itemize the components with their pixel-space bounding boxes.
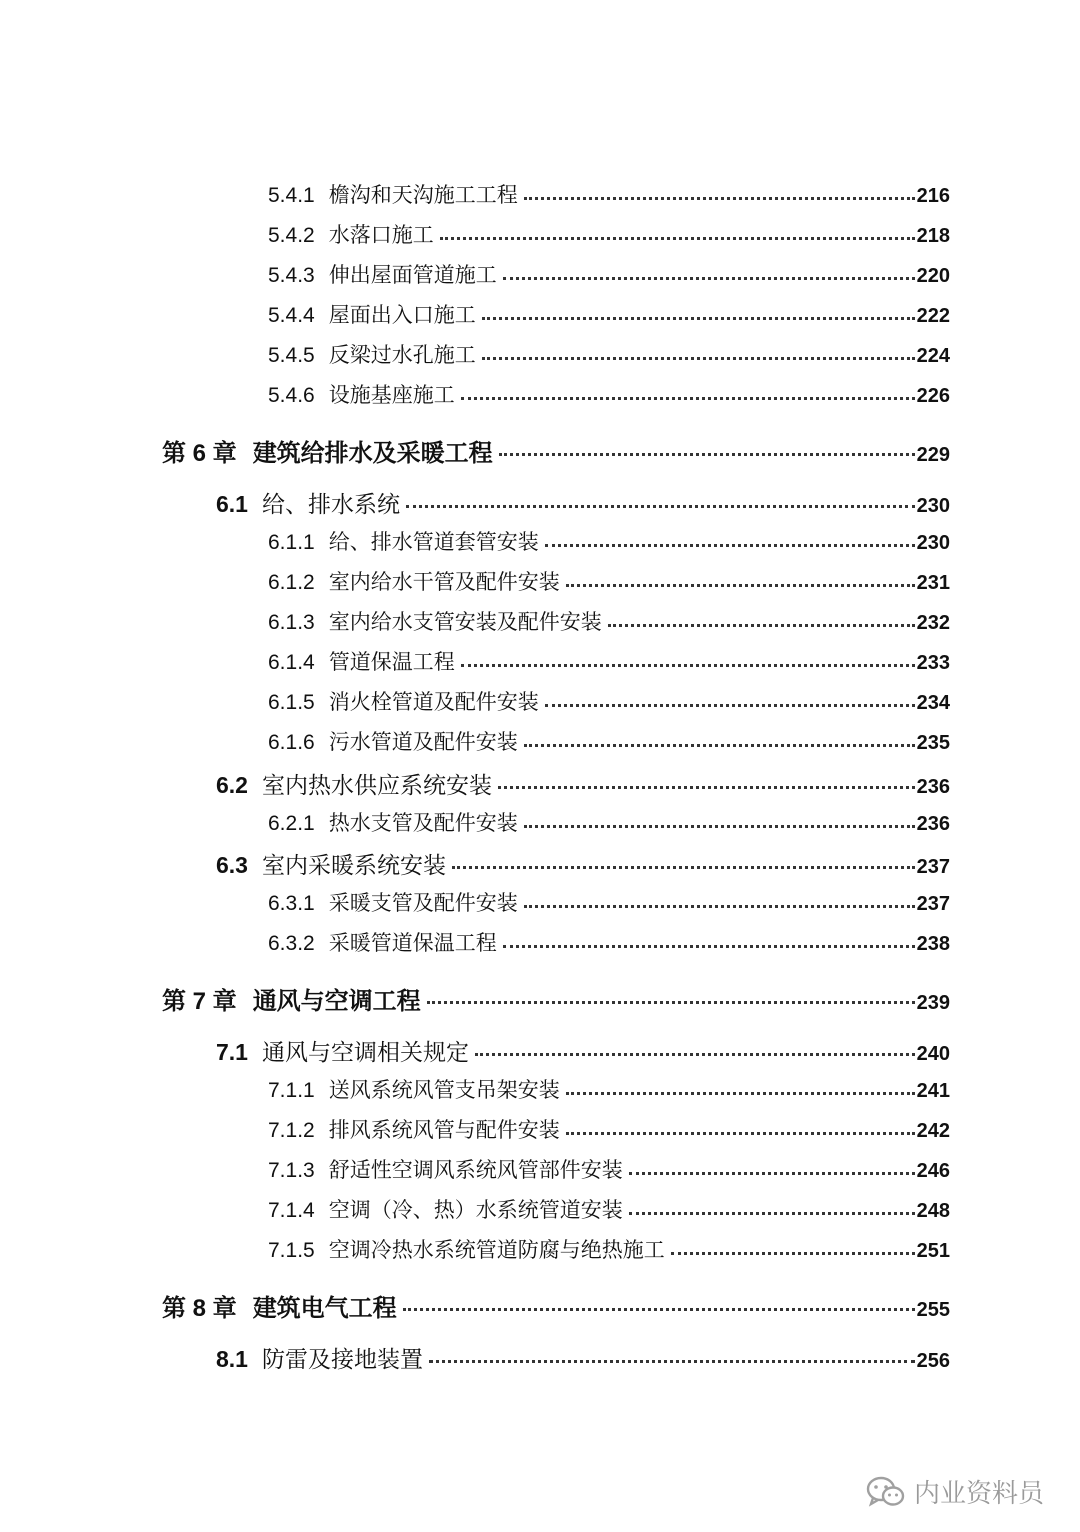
- toc-entry-number: 5.4.4: [268, 304, 315, 327]
- toc-entry-number: 7.1.5: [268, 1239, 315, 1262]
- toc-entry: [268, 646, 950, 676]
- toc-entry: [216, 1341, 950, 1374]
- dot-leader: [503, 277, 915, 280]
- toc-entry: [268, 259, 950, 289]
- toc-entry-number: 6.3.1: [268, 892, 315, 915]
- dot-leader: [566, 1092, 915, 1095]
- toc-entry-page: 231: [916, 572, 950, 594]
- dot-leader: [524, 905, 915, 908]
- toc-entry-page: 237: [916, 856, 950, 878]
- toc-entry-title: 消火栓管道及配件安装: [328, 690, 539, 714]
- toc-entry-page: 233: [916, 652, 950, 674]
- toc-entry-title: 屋面出入口施工: [328, 303, 476, 327]
- dot-leader: [406, 505, 915, 508]
- toc-entry-title: 舒适性空调风系统风管部件安装: [328, 1158, 623, 1182]
- toc-entry-title: 给、排水管道套管安装: [328, 530, 539, 554]
- toc-entry-number: 6.2.1: [268, 812, 315, 835]
- toc-entry-number: 5.4.5: [268, 344, 315, 367]
- toc-entry-title: 通风与空调相关规定: [261, 1040, 469, 1066]
- toc-entry-title: 室内热水供应系统安装: [261, 773, 492, 799]
- toc-entry-page: 241: [916, 1080, 950, 1102]
- toc-entry-page: 236: [916, 813, 950, 835]
- toc-entry: [162, 981, 950, 1016]
- watermark-text: 内业资料员: [913, 1479, 1044, 1509]
- toc-entry-number: 6.1.4: [268, 651, 315, 674]
- toc-entry-title: 排风系统风管与配件安装: [328, 1118, 560, 1142]
- toc-entry-title: 给、排水系统: [261, 492, 400, 518]
- toc-entry-title: 防雷及接地装置: [261, 1347, 423, 1373]
- dot-leader: [403, 1308, 915, 1311]
- toc-entry-number: 第 7 章: [162, 988, 237, 1015]
- dot-leader: [499, 453, 915, 456]
- toc-entry-page: 236: [916, 776, 950, 798]
- dot-leader: [482, 317, 915, 320]
- toc-entry-number: 7.1.4: [268, 1199, 315, 1222]
- toc-entry: [268, 1154, 950, 1184]
- toc-entry-number: 6.1.2: [268, 571, 315, 594]
- toc-entry-page: 240: [916, 1043, 950, 1065]
- toc-entry-page: 248: [916, 1200, 950, 1222]
- toc-entry-number: 6.1.3: [268, 611, 315, 634]
- toc-entry: [216, 1034, 950, 1067]
- toc-entry: [268, 379, 950, 409]
- toc-entry: [268, 606, 950, 636]
- toc-entry-number: 6.3.2: [268, 932, 315, 955]
- toc-entry: [216, 847, 950, 880]
- toc-entry-title: 反梁过水孔施工: [328, 343, 476, 367]
- toc-entry-number: 7.1.1: [268, 1079, 315, 1102]
- toc-entry: [268, 299, 950, 329]
- toc-entry: [162, 433, 950, 468]
- toc-entry-page: 232: [916, 612, 950, 634]
- toc-entry-number: 7.1: [216, 1039, 248, 1065]
- toc-entry-page: 256: [916, 1350, 950, 1372]
- toc-entry-page: 255: [916, 1299, 950, 1321]
- toc-entry: [268, 566, 950, 596]
- toc-entry: [268, 1234, 950, 1264]
- dot-leader: [452, 866, 915, 869]
- toc-entry: [216, 767, 950, 800]
- dot-leader: [461, 397, 915, 400]
- toc-entry-title: 污水管道及配件安装: [328, 730, 518, 754]
- dot-leader: [461, 664, 915, 667]
- toc-entry-title: 空调冷热水系统管道防腐与绝热施工: [328, 1238, 665, 1262]
- dot-leader: [503, 945, 915, 948]
- toc-entry: [268, 526, 950, 556]
- toc-entry: [268, 1074, 950, 1104]
- toc-entry-number: 第 6 章: [162, 440, 237, 467]
- toc-entry-page: 226: [916, 385, 950, 407]
- dot-leader: [566, 1132, 915, 1135]
- toc-entry-title: 室内给水干管及配件安装: [328, 570, 560, 594]
- dot-leader: [629, 1172, 915, 1175]
- toc-entry: [268, 887, 950, 917]
- toc-entry-number: 8.1: [216, 1346, 248, 1372]
- toc-entry: [268, 807, 950, 837]
- dot-leader: [545, 704, 915, 707]
- toc-entry-number: 5.4.6: [268, 384, 315, 407]
- toc-entry-page: 224: [916, 345, 950, 367]
- toc-entry-page: 222: [916, 305, 950, 327]
- toc-entry-title: 水落口施工: [328, 223, 434, 247]
- toc-entry-title: 建筑电气工程: [252, 1294, 397, 1322]
- dot-leader: [427, 1001, 915, 1004]
- toc-entry-number: 6.1: [216, 491, 248, 517]
- toc-entry-number: 5.4.1: [268, 184, 315, 207]
- toc-entry-number: 7.1.3: [268, 1159, 315, 1182]
- toc-entry: [268, 1114, 950, 1144]
- toc-entry-title: 檐沟和天沟施工工程: [328, 183, 518, 207]
- toc-entry-title: 送风系统风管支吊架安装: [328, 1078, 560, 1102]
- toc-entry-title: 室内给水支管安装及配件安装: [328, 610, 602, 634]
- toc-entry-number: 6.3: [216, 852, 248, 878]
- toc-entry-title: 空调（冷、热）水系统管道安装: [328, 1198, 623, 1222]
- toc-entry-number: 6.1.1: [268, 531, 315, 554]
- toc-entry-number: 7.1.2: [268, 1119, 315, 1142]
- dot-leader: [524, 744, 915, 747]
- toc-entry-page: 238: [916, 933, 950, 955]
- toc-entry: [268, 927, 950, 957]
- toc-entry-number: 6.1.6: [268, 731, 315, 754]
- toc-entry-number: 5.4.3: [268, 264, 315, 287]
- toc-entry-title: 热水支管及配件安装: [328, 811, 518, 835]
- toc-entry-title: 通风与空调工程: [252, 987, 421, 1015]
- toc-entry-number: 6.1.5: [268, 691, 315, 714]
- wechat-icon: [866, 1475, 906, 1509]
- dot-leader: [498, 786, 915, 789]
- toc-entry-number: 第 8 章: [162, 1295, 237, 1322]
- toc-entry-title: 管道保温工程: [328, 650, 455, 674]
- toc-entry-title: 采暖支管及配件安装: [328, 891, 518, 915]
- toc-entry-title: 建筑给排水及采暖工程: [252, 439, 493, 467]
- toc-entry: [268, 219, 950, 249]
- toc-entry-page: 242: [916, 1120, 950, 1142]
- toc-entry: [216, 486, 950, 519]
- toc-entry: [268, 686, 950, 716]
- toc-entry-page: 246: [916, 1160, 950, 1182]
- toc-entry-page: 239: [916, 992, 950, 1014]
- toc-entry: [268, 339, 950, 369]
- toc-entry-title: 设施基座施工: [328, 383, 455, 407]
- toc-entry-title: 室内采暖系统安装: [261, 853, 446, 879]
- toc-entry-number: 5.4.2: [268, 224, 315, 247]
- toc-entry-page: 230: [916, 532, 950, 554]
- dot-leader: [482, 357, 915, 360]
- toc-entry-page: 234: [916, 692, 950, 714]
- toc-entry-number: 6.2: [216, 772, 248, 798]
- dot-leader: [524, 825, 915, 828]
- dot-leader: [545, 544, 915, 547]
- watermark: [866, 1473, 1044, 1510]
- toc-entry-page: 216: [916, 185, 950, 207]
- dot-leader: [608, 624, 915, 627]
- toc-entry-page: 220: [916, 265, 950, 287]
- toc-entry: [268, 179, 950, 209]
- dot-leader: [629, 1212, 915, 1215]
- dot-leader: [475, 1053, 915, 1056]
- dot-leader: [671, 1252, 915, 1255]
- toc-entry-page: 229: [916, 444, 950, 466]
- toc-entry: [162, 1288, 950, 1323]
- toc-entry-page: 230: [916, 495, 950, 517]
- toc-entry-page: 237: [916, 893, 950, 915]
- dot-leader: [566, 584, 915, 587]
- toc-entry-page: 235: [916, 732, 950, 754]
- toc-entry: [268, 1194, 950, 1224]
- toc-entry-title: 采暖管道保温工程: [328, 931, 497, 955]
- toc-entry-page: 251: [916, 1240, 950, 1262]
- toc-entry: [268, 726, 950, 756]
- dot-leader: [440, 237, 915, 240]
- dot-leader: [429, 1360, 915, 1363]
- dot-leader: [524, 197, 915, 200]
- toc-entry-page: 218: [916, 225, 950, 247]
- toc-entry-title: 伸出屋面管道施工: [328, 263, 497, 287]
